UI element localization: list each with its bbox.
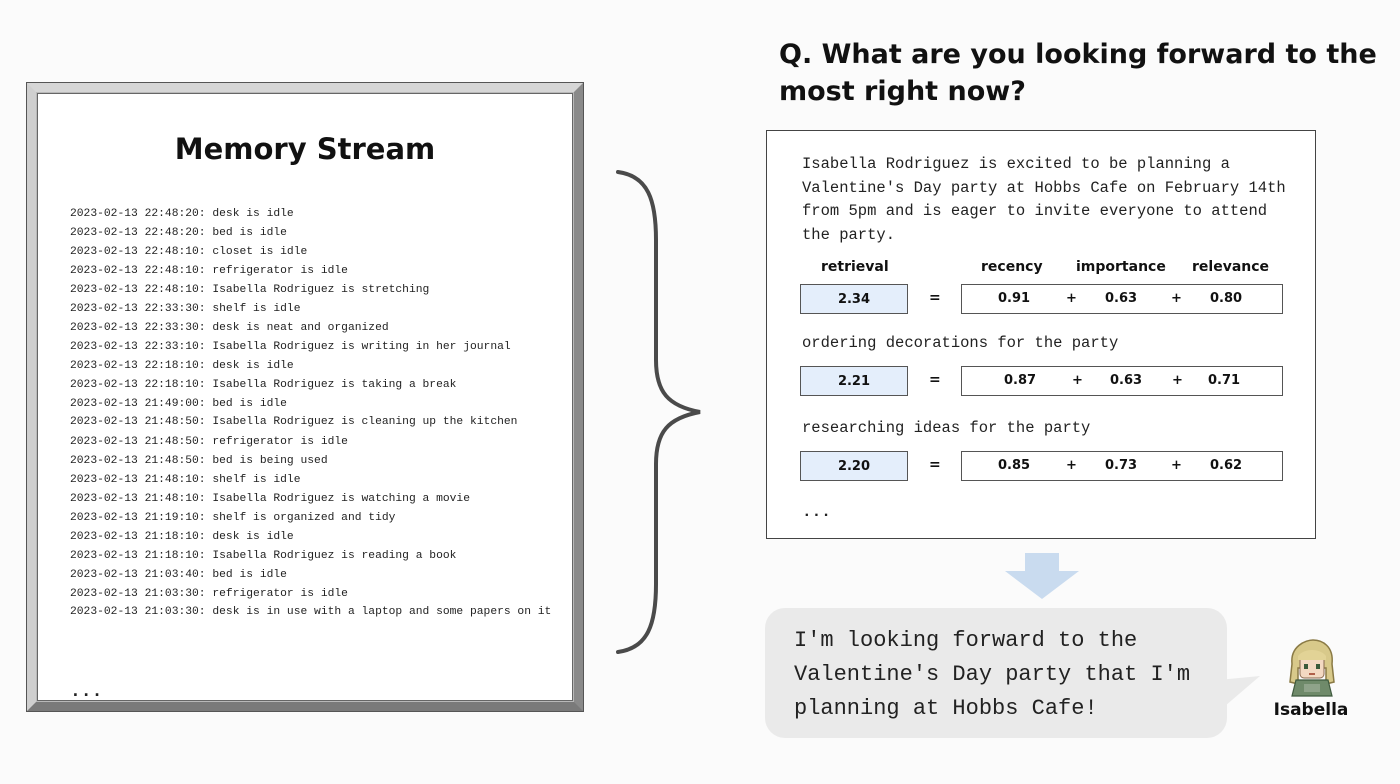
plus-sign: + [1171,291,1182,306]
memory-entry: 2023-02-13 22:33:10: Isabella Rodriguez is writing in her journal [70,341,511,353]
memory-entry: 2023-02-13 22:48:10: closet is idle [70,246,308,258]
equals-sign: = [929,457,941,473]
relevance-score: 0.62 [1210,458,1243,473]
memory-entry: 2023-02-13 21:48:10: Isabella Rodriguez is watching a movie [70,493,470,505]
question-heading: Q. What are you looking forward to the most right now? [779,39,1377,107]
memory-entry: 2023-02-13 22:48:20: desk is idle [70,208,294,220]
score-terms [961,284,1283,314]
retrieval-score: 2.34 [800,284,908,314]
plus-sign: + [1066,458,1077,473]
plus-sign: + [1172,373,1183,388]
header-recency: recency [981,259,1043,275]
down-arrow-icon [1003,553,1081,601]
memory-stream-panel [26,82,584,712]
importance-score: 0.73 [1105,458,1138,473]
memory-entry: 2023-02-13 22:18:10: desk is idle [70,360,294,372]
memory-entry: 2023-02-13 22:48:20: bed is idle [70,227,287,239]
memory-entry: 2023-02-13 21:03:30: refrigerator is idle [70,588,348,600]
curly-brace-icon [588,170,708,654]
header-importance: importance [1076,259,1166,275]
importance-score: 0.63 [1105,291,1138,306]
retrieved-memory-text: researching ideas for the party [802,419,1091,437]
retrieved-memory-text: ordering decorations for the party [802,334,1119,352]
memory-entry: 2023-02-13 21:18:10: Isabella Rodriguez is reading a book [70,550,457,562]
retrieval-box [766,130,1316,539]
retrieval-score: 2.20 [800,451,908,481]
memory-entry: 2023-02-13 21:19:10: shelf is organized and tidy [70,512,396,524]
importance-score: 0.63 [1110,373,1143,388]
memory-entry: 2023-02-13 21:03:30: desk is in use with a laptop and some papers on it [70,606,552,618]
memory-entry: 2023-02-13 21:49:00: bed is idle [70,398,287,410]
memory-entry: 2023-02-13 22:33:30: shelf is idle [70,303,301,315]
plus-sign: + [1072,373,1083,388]
memory-entry: 2023-02-13 21:03:40: bed is idle [70,569,287,581]
relevance-score: 0.71 [1208,373,1241,388]
recency-score: 0.85 [998,458,1031,473]
memory-stream-title: Memory Stream [174,132,436,166]
memory-entry: 2023-02-13 22:48:10: Isabella Rodriguez is stretching [70,284,430,296]
memory-entry: 2023-02-13 21:18:10: desk is idle [70,531,294,543]
memory-stream-page [37,93,573,701]
answer-text: I'm looking forward to the Valentine's Day party that I'm planning at Hobbs Cafe! [794,628,1191,721]
memory-entry: 2023-02-13 22:18:10: Isabella Rodriguez is taking a break [70,379,457,391]
answer-speech-bubble [765,608,1227,738]
memory-entry: 2023-02-13 21:48:10: shelf is idle [70,474,301,486]
memory-log [70,205,558,623]
memory-entry: 2023-02-13 22:33:30: desk is neat and organized [70,322,389,334]
score-terms [961,366,1283,396]
equals-sign: = [929,372,941,388]
memory-entry: 2023-02-13 21:48:50: bed is being used [70,455,328,467]
speech-bubble-tail [1218,676,1264,716]
retrieval-ellipsis: ... [802,503,831,521]
equals-sign: = [929,290,941,306]
isabella-avatar-icon [1282,638,1342,700]
plus-sign: + [1171,458,1182,473]
retrieval-score: 2.21 [800,366,908,396]
memory-entry: 2023-02-13 21:48:50: refrigerator is idle [70,436,348,448]
header-relevance: relevance [1192,259,1270,275]
relevance-score: 0.80 [1210,291,1243,306]
memory-entry: 2023-02-13 21:48:50: Isabella Rodriguez is cleaning up the kitchen [70,416,518,428]
memory-stream-ellipsis: ... [70,682,103,702]
recency-score: 0.87 [1004,373,1037,388]
plus-sign: + [1066,291,1077,306]
recency-score: 0.91 [998,291,1031,306]
speaker-name: Isabella [1273,700,1349,720]
memory-entry: 2023-02-13 22:48:10: refrigerator is idle [70,265,348,277]
score-terms [961,451,1283,481]
retrieved-memory-text: Isabella Rodriguez is excited to be planning a Valentine's Day party at Hobbs Cafe on February 14th from 5pm and is eager to invite everyone to attend the party. [802,155,1286,244]
header-retrieval: retrieval [821,259,889,275]
